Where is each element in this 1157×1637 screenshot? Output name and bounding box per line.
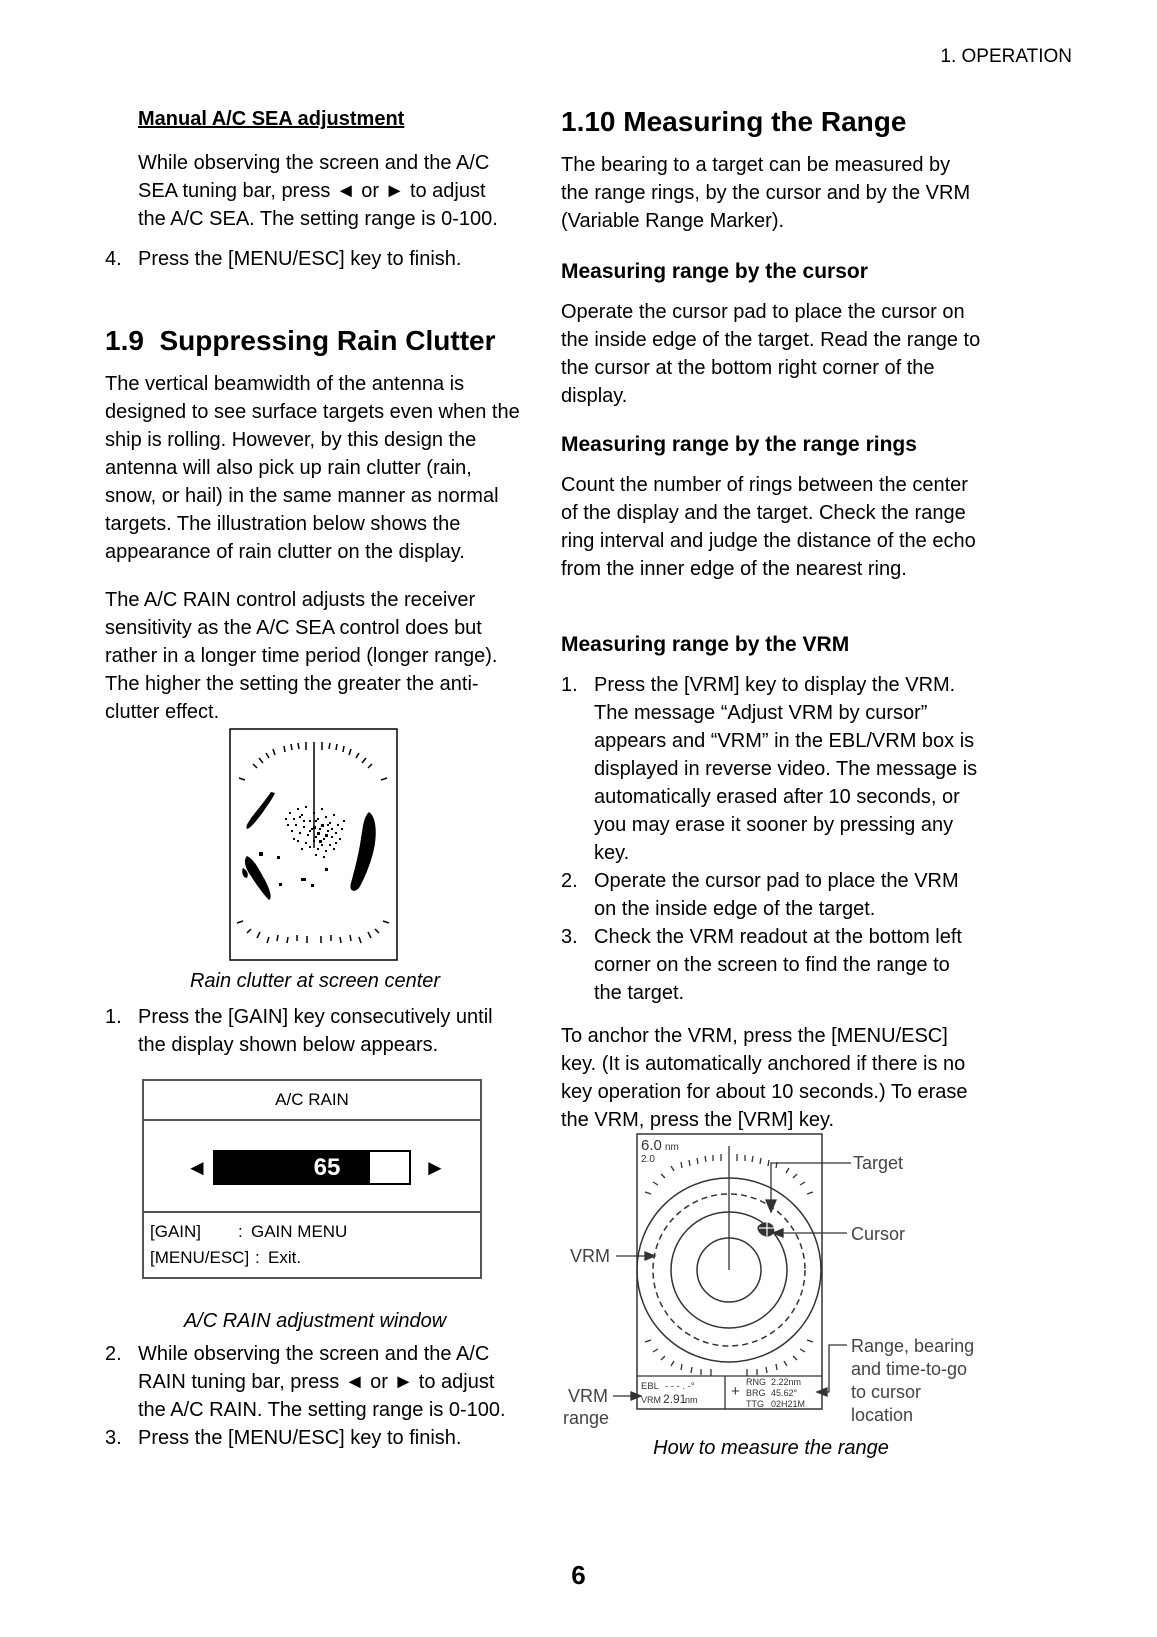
range-intro: The bearing to a target can be measured by the range rings, by the cursor and by the VRM (Variable Range Marker). xyxy=(561,154,971,232)
label-vrm-range-1: VRM xyxy=(568,1386,608,1406)
vrm-unit: nm xyxy=(685,1395,698,1405)
left-arrow-icon: ◄ xyxy=(186,1155,208,1180)
desc-gain: GAIN MENU xyxy=(251,1222,348,1241)
right-arrow-icon: ► xyxy=(424,1155,446,1180)
label-cursor: Cursor xyxy=(851,1224,906,1244)
sep: : xyxy=(255,1248,260,1267)
step-text: Press the [GAIN] key consecutively until the display shown below appears. xyxy=(138,1006,493,1056)
label-vrm-range-2: range xyxy=(563,1408,610,1428)
subheading-range-rings: Measuring range by the range rings xyxy=(561,433,917,456)
step-num: 1. xyxy=(561,674,578,696)
step-text: Press the [MENU/ESC] key to finish. xyxy=(138,248,462,270)
step-num: 2. xyxy=(561,870,578,892)
window-divider xyxy=(144,1211,480,1213)
rng-value: 2.22nm xyxy=(771,1377,802,1387)
brg-value: 45.62° xyxy=(771,1388,798,1398)
step-num: 3. xyxy=(561,926,578,948)
key-row-menu xyxy=(150,1248,301,1268)
range-figure xyxy=(561,1132,991,1432)
rain-para-1: The vertical beamwidth of the antenna is designed to see surface targets even when the ship is rolling. However, by this design the antenna will also pick up rain clutter (rain, snow, or hail) in the same manner as normal targets. The illustration below shows the appearance of rain clutter on the display. xyxy=(105,373,520,563)
running-header: 1. OPERATION xyxy=(940,46,1072,67)
sep: : xyxy=(238,1222,243,1241)
label-range-bearing-2: and time-to-go xyxy=(851,1359,968,1379)
step-num: 4. xyxy=(105,248,122,270)
rain-steps-2-3 xyxy=(105,1340,527,1452)
label-range-bearing-1: Range, bearing xyxy=(851,1336,975,1356)
label-range-bearing-3: to cursor xyxy=(851,1382,922,1402)
range-scale: 6.0 xyxy=(641,1137,662,1154)
key-gain: [GAIN] xyxy=(150,1222,202,1241)
step-text: Operate the cursor pad to place the VRM on the inside edge of the target. xyxy=(594,870,959,920)
brg-label: BRG xyxy=(746,1388,766,1398)
vrm-value: 2.91 xyxy=(663,1392,687,1406)
fig2-caption: A/C RAIN adjustment window xyxy=(183,1310,447,1332)
step-text: Press the [MENU/ESC] key to finish. xyxy=(138,1427,462,1449)
desc-menu: Exit. xyxy=(268,1248,302,1267)
vrm-label: VRM xyxy=(641,1395,661,1405)
rain-para-2: The A/C RAIN control adjusts the receiver sensitivity as the A/C SEA control does but rather in a longer time period (longer range). The higher the setting the greater the anti-clutter effect. xyxy=(105,589,498,723)
subheading-vrm: Measuring range by the VRM xyxy=(561,633,850,656)
vrm-step xyxy=(561,867,981,923)
section-title-1-9: 1.9 Suppressing Rain Clutter xyxy=(105,325,496,356)
label-range-bearing-4: location xyxy=(851,1405,914,1425)
manual-text: While observing the screen and the A/C SEA tuning bar, press ◄ or ► to adjust the A/C SEA. The setting range is 0-100. xyxy=(138,152,498,230)
step-text: Press the [VRM] key to display the VRM. The message “Adjust VRM by cursor” appears and “VRM” in the EBL/VRM box is displayed in reverse video. The message is automatically erased after 10 seconds, or you may erase it sooner by pressing any key. xyxy=(594,674,978,864)
range-rings-text: Count the number of rings between the center of the display and the target. Check the range ring interval and judge the distance of the echo from the inner edge of the nearest ring. xyxy=(561,474,976,580)
fig3-caption: How to measure the range xyxy=(653,1437,889,1459)
label-vrm: VRM xyxy=(570,1246,610,1266)
rain-step-1 xyxy=(105,1003,525,1059)
ac-rain-window xyxy=(142,1079,482,1279)
rng-label: RNG xyxy=(746,1377,766,1387)
ebl-label: EBL xyxy=(641,1381,659,1392)
step-text: Check the VRM readout at the bottom left corner on the screen to find the range to the target. xyxy=(594,926,962,1004)
step-num: 2. xyxy=(105,1343,122,1365)
anchor-text: To anchor the VRM, press the [MENU/ESC] key. (It is automatically anchored if there is no key operation for about 10 seconds.) To erase the VRM, press the [VRM] key. xyxy=(561,1025,968,1131)
label-target: Target xyxy=(853,1153,904,1173)
fig1-caption: Rain clutter at screen center xyxy=(189,970,441,992)
section-title-1-10: 1.10 Measuring the Range xyxy=(561,106,907,137)
cursor-text: Operate the cursor pad to place the cursor on the inside edge of the target. Read the range to the cursor at the bottom right corner of the display. xyxy=(561,301,981,407)
ttg-label: TTG xyxy=(746,1399,764,1409)
tuning-value: 65 xyxy=(313,1154,341,1181)
step-num: 3. xyxy=(105,1427,122,1449)
step-4 xyxy=(105,245,525,273)
ebl-value: - - - . -° xyxy=(665,1381,695,1392)
vrm-step xyxy=(561,671,981,867)
range-unit: nm xyxy=(665,1142,679,1153)
rain-clutter-figure xyxy=(229,728,399,962)
ring-interval: 2.0 xyxy=(641,1154,655,1165)
key-row-gain xyxy=(150,1222,347,1242)
step-num: 1. xyxy=(105,1006,122,1028)
vrm-steps xyxy=(561,671,981,1007)
vrm-step xyxy=(561,923,981,1007)
step-text: While observing the screen and the A/C RAIN tuning bar, press ◄ or ► to adjust the A/C RAIN. The setting range is 0-100. xyxy=(138,1343,506,1421)
subheading-cursor: Measuring range by the cursor xyxy=(561,260,868,283)
ttg-value: 02H21M xyxy=(771,1399,806,1409)
tuning-bar xyxy=(213,1150,411,1185)
window-title: A/C RAIN xyxy=(144,1081,480,1121)
manual-heading: Manual A/C SEA adjustment xyxy=(138,108,405,130)
page-number: 6 xyxy=(571,1560,586,1590)
cursor-symbol-icon: + xyxy=(731,1383,740,1400)
key-menu: [MENU/ESC] xyxy=(150,1248,250,1267)
